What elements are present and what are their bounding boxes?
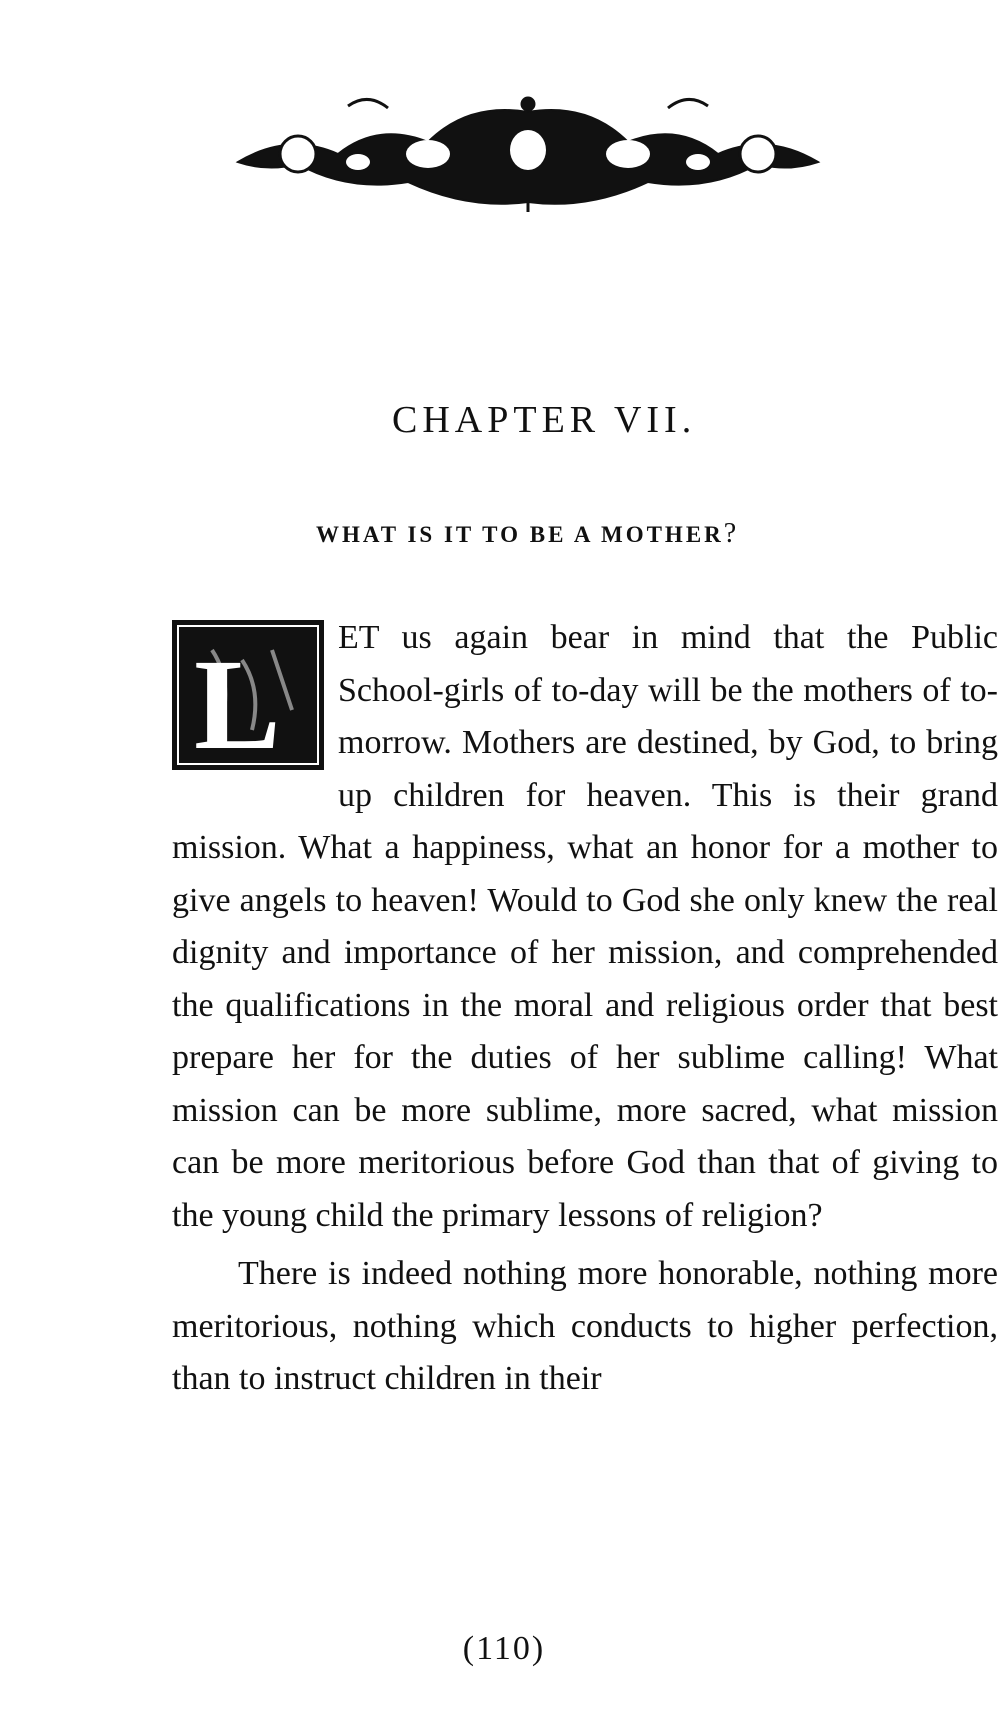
page-number: (110) (462, 1630, 546, 1667)
decorative-headpiece-ornament (228, 92, 828, 214)
chapter-title: CHAPTER VII. (392, 399, 697, 441)
chapter-body (172, 612, 998, 1406)
paragraph-2: There is indeed nothing more honorable, nothing more meritorious, nothing which conducts to higher perfection, than to instruct children in their (172, 1255, 998, 1397)
chapter-subtitle-text: WHAT IS IT TO BE A MOTHER (316, 522, 724, 547)
paragraph-1: ET us again bear in mind that the Public School-girls of to-day will be the mothers of to-morrow. Mothers are destined, by God, to bring up children for heaven. This is their grand mission. What a happiness, what an honor for a mother to give angels to heaven! Would to God she only knew the real dignity and importance of her mission, and comprehended the qualifications in the moral and religious order that best prepare her for the duties of her sublime calling! What mission can be more sublime, more sacred, what mission can be more meritorious before God than that of giving to the young child the primary lessons of religion? (172, 619, 998, 1234)
decorated-initial-letter (172, 620, 324, 770)
drop-cap-letter: L (194, 633, 281, 770)
chapter-subtitle (316, 518, 736, 550)
chapter-subtitle-question-mark: ? (723, 518, 737, 549)
